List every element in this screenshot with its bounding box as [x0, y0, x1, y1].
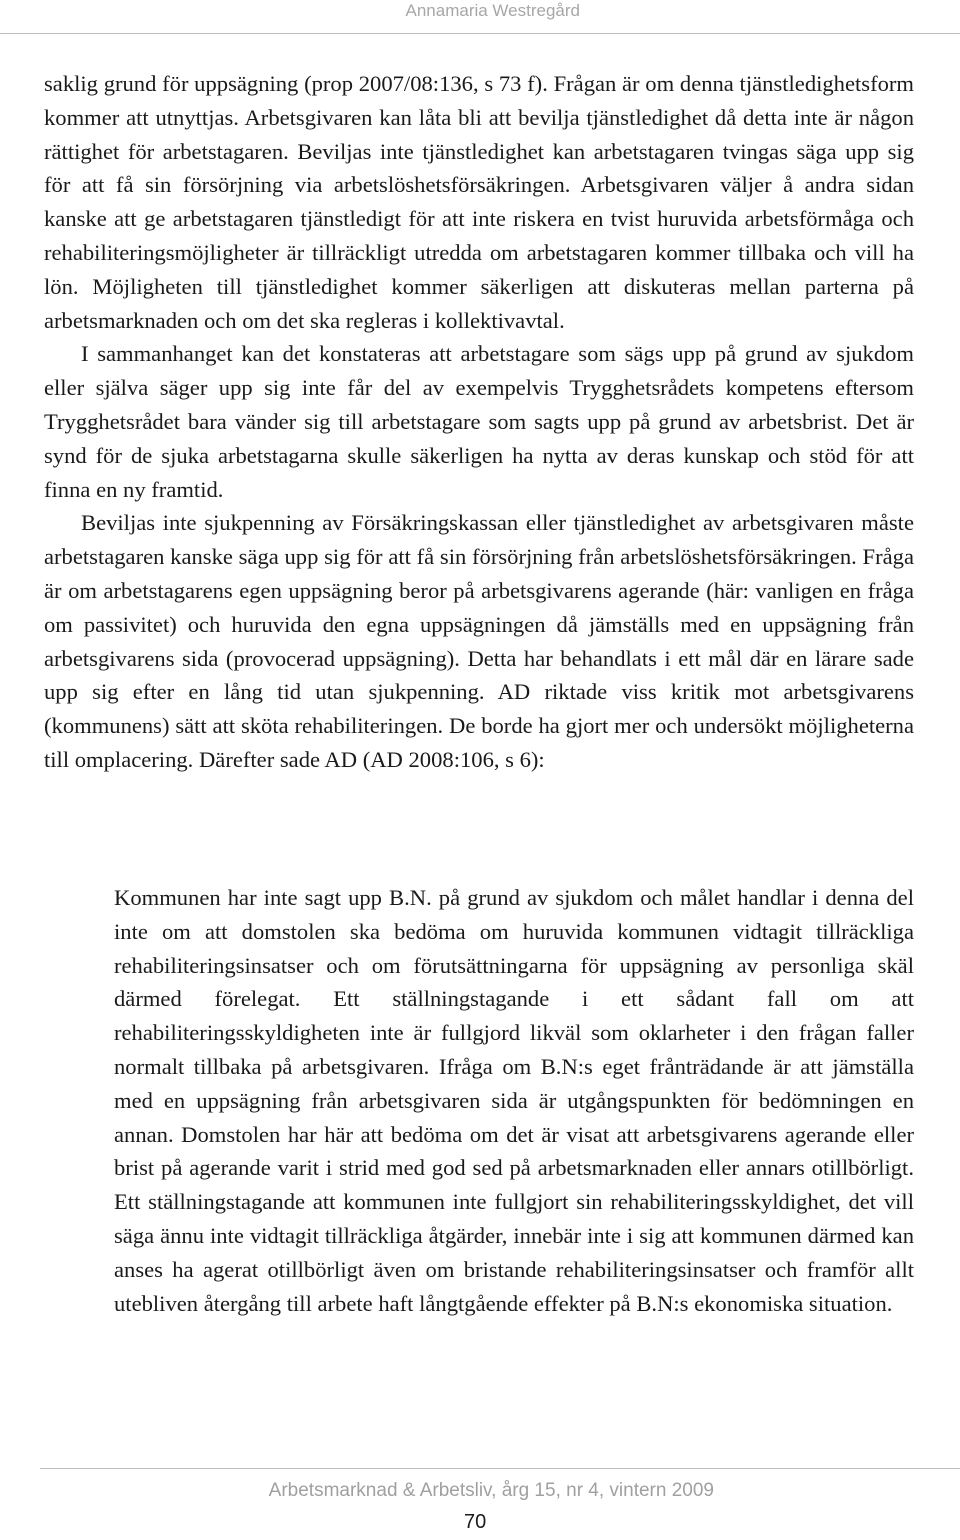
paragraph: saklig grund för uppsägning (prop 2007/08:136, s 73 f). Frågan är om denna tjänstledighetsform kommer att utnyttjas. Arbetsgivaren kan låta bli att bevilja tjänstledighet då detta inte är någon rättighet för arbetstagaren. Beviljas inte tjänstledighet kan arbetstagaren tvingas säga upp sig för att få sin försörjning via arbetslöshetsförsäkringen. Arbetsgivaren väljer å andra sidan kanske att ge arbetstagaren tjänstledigt för att inte riskera en tvist huruvida arbetsförmåga och rehabiliteringsmöjligheter är tillräckligt utredda om arbetstagaren kommer tillbaka och vill ha lön. Möjligheten till tjänstledighet kommer säkerligen att diskuteras mellan parterna på arbetsmarknaden och om det ska regleras i kollektivavtal.	[44, 71, 914, 333]
body-text	[44, 67, 914, 777]
block-quote: Kommunen har inte sagt upp B.N. på grund av sjukdom och målet handlar i denna del inte om att domstolen ska bedöma om huruvida kommunen vidtagit tillräckliga rehabiliteringsinsatser och om förutsättningarna för uppsägning av personliga skäl därmed förelegat. Ett ställningstagande i ett sådant fall om att rehabiliteringsskyldigheten inte är fullgjord likväl som oklarheter i den frågan faller normalt tillbaka på arbetsgivaren. Ifråga om B.N:s eget frånträdande är att jämställa med en uppsägning från arbetsgivaren sida är utgångspunkten för bedömningen en annan. Domstolen har här att bedöma om det är visat att arbetsgivarens agerande eller brist på agerande varit i strid med god sed på arbetsmarknaden eller annars otillbörligt. Ett ställningstagande att kommunen inte fullgjort sin rehabiliteringsskyldighet, det vill säga ännu inte vidtagit tillräckliga åtgärder, innebär inte i sig att kommunen därmed kan anses ha agerat otillbörligt även om bristande rehabiliteringsinsatser och framför allt utebliven återgång till arbete haft långtgående effekter på B.N:s ekonomiska situation.	[114, 885, 914, 1316]
running-footer-journal: Arbetsmarknad & Arbetsliv, årg 15, nr 4, vintern 2009	[268, 1480, 714, 1501]
header-rule	[0, 33, 960, 34]
paragraph: I sammanhanget kan det konstateras att arbetstagare som sägs upp på grund av sjukdom eller själva säger upp sig inte får del av exempelvis Trygghetsrådets kompetens eftersom Trygghetsrådet bara vänder sig till arbetstagare som sagts upp på grund av arbetsbrist. Det är synd för de sjuka arbetstagarna skulle säkerligen ha nytta av deras kunskap och stöd för att finna en ny framtid.	[44, 341, 914, 502]
running-header-author: Annamaria Westregård	[405, 1, 580, 20]
paragraph: Beviljas inte sjukpenning av Försäkringskassan eller tjänstledighet av arbetsgivaren måste arbetstagaren kanske säga upp sig för att få sin försörjning från arbetslöshetsförsäkringen. Fråga är om arbetstagarens egen uppsägning beror på arbetsgivarens agerande (här: vanligen en fråga om passivitet) och huruvida den egna uppsägningen då jämställs med en uppsägning från arbetsgivarens sida (provocerad uppsägning). Detta har behandlats i ett mål där en lärare sade upp sig efter en lång tid utan sjukpenning. AD riktade viss kritik mot arbetsgivarens (kommunens) sätt att sköta rehabiliteringen. De borde ha gjort mer och undersökt möjligheterna till omplacering. Därefter sade AD (AD 2008:106, s 6):	[44, 510, 914, 772]
footer-rule	[40, 1468, 960, 1469]
page-number: 70	[464, 1511, 487, 1533]
